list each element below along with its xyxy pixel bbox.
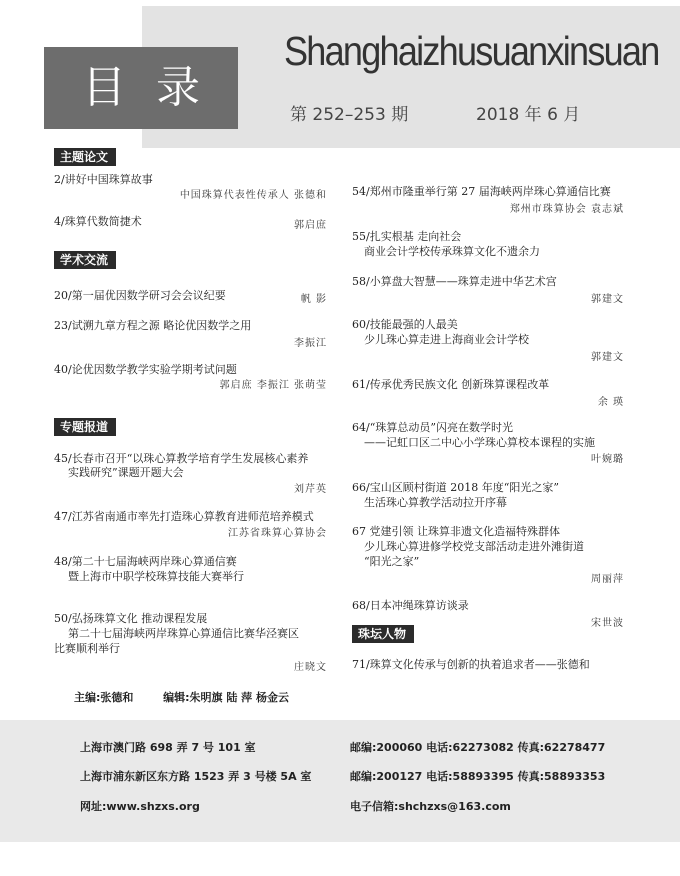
address-2: 上海市浦东新区东方路 1523 弄 3 号楼 5A 室 [80, 770, 312, 783]
section-abacus-people: 珠坛人物 [352, 625, 414, 643]
website-link[interactable]: 网址:www.shzxs.org [80, 800, 200, 813]
page-title: 目录 [82, 62, 230, 113]
issue-number: 第 252–253 期 [290, 105, 409, 125]
toc-item[interactable]: 55/扎实根基 走向社会 [352, 230, 462, 243]
toc-item[interactable]: 61/传承优秀民族文化 创新珠算课程改革 [352, 378, 550, 391]
toc-item-line2: ——记虹口区二中心小学珠心算校本课程的实施 [364, 436, 595, 449]
magazine-name: Shanghaizhusuanxinsuan [284, 28, 659, 74]
toc-item-line2: 少儿珠心算进修学校党支部活动走进外滩街道 [364, 540, 584, 553]
toc-author: 中国珠算代表性传承人 张德和 [179, 190, 327, 201]
toc-item-line2: 暨上海市中职学校珠算技能大赛举行 [68, 570, 244, 583]
section-theme-papers: 主题论文 [54, 148, 116, 166]
toc-author: 郭建文 [591, 294, 624, 305]
toc-item-line3: 比赛顺利举行 [54, 642, 120, 655]
toc-author: 宋世波 [591, 618, 624, 629]
contact-2: 邮编:200127 电话:58893395 传真:58893353 [350, 770, 606, 783]
toc-author: 郭启庶 李振江 张萌莹 [219, 380, 327, 391]
toc-author: 刘芹英 [294, 484, 327, 495]
toc-item[interactable]: 54/郑州市隆重举行第 27 届海峡两岸珠心算通信比赛 [352, 185, 611, 198]
section-special-reports: 专题报道 [54, 418, 116, 436]
toc-item-line3: “阳光之家” [364, 555, 420, 568]
toc-item[interactable]: 67 党建引领 让珠算非遗文化造福特殊群体 [352, 525, 560, 538]
toc-author: 江苏省珠算心算协会 [228, 528, 327, 539]
toc-item[interactable]: 48/第二十七届海峡两岸珠心算通信赛 [54, 555, 237, 568]
section-academic-exchange: 学术交流 [54, 251, 116, 269]
address-1: 上海市澳门路 698 弄 7 号 101 室 [80, 741, 256, 754]
toc-author: 叶婉璐 [591, 454, 624, 465]
toc-item-line2: 第二十七届海峡两岸珠算心算通信比赛华泾赛区 [68, 627, 299, 640]
toc-item-line2: 生活珠心算教学活动拉开序幕 [364, 496, 507, 509]
toc-item[interactable]: 20/第一届优因数学研习会会议纪要 [54, 289, 226, 302]
toc-author: 庄晓文 [294, 662, 327, 673]
toc-author: 李振江 [294, 338, 327, 349]
toc-author: 余 瑛 [597, 397, 624, 408]
toc-item[interactable]: 4/珠算代数简捷术 [54, 215, 142, 228]
toc-item[interactable]: 71/珠算文化传承与创新的执着追求者——张德和 [352, 658, 590, 671]
chief-editor: 主编:张德和 [74, 691, 134, 704]
editors-line [74, 689, 289, 705]
issue-date: 2018 年 6 月 [476, 105, 581, 125]
title-block [44, 47, 238, 129]
toc-item-line2: 实践研究”课题开题大会 [68, 466, 184, 479]
toc-item[interactable]: 66/宝山区顾村街道 2018 年度“阳光之家” [352, 481, 559, 494]
toc-item[interactable]: 50/弘扬珠算文化 推动课程发展 [54, 612, 208, 625]
toc-item[interactable]: 45/长春市召开“以珠心算教学培育学生发展核心素养 [54, 452, 309, 465]
toc-author: 帆 影 [300, 294, 327, 305]
contact-1: 邮编:200060 电话:62273082 传真:62278477 [350, 741, 606, 754]
toc-item[interactable]: 47/江苏省南通市率先打造珠心算教育进师范培养模式 [54, 510, 314, 523]
toc-item-line2: 商业会计学校传承珠算文化不遗余力 [364, 245, 540, 258]
editors-list: 编辑:朱明旗 陆 萍 杨金云 [163, 691, 289, 704]
toc-item[interactable]: 60/技能最强的人最美 [352, 318, 458, 331]
toc-author: 郑州市珠算协会 袁志斌 [509, 204, 624, 215]
toc-item[interactable]: 58/小算盘大智慧——珠算走进中华艺术宫 [352, 275, 557, 288]
toc-author: 郭启庶 [294, 220, 327, 231]
toc-item[interactable]: 2/讲好中国珠算故事 [54, 173, 153, 186]
toc-author: 周丽萍 [591, 574, 624, 585]
toc-item[interactable]: 64/“珠算总动员”闪亮在数学时光 [352, 421, 513, 434]
toc-item[interactable]: 23/试溯九章方程之源 略论优因数学之用 [54, 319, 252, 332]
email-link[interactable]: 电子信箱:shchzxs@163.com [350, 800, 511, 813]
toc-item-line2: 少儿珠心算走进上海商业会计学校 [364, 333, 529, 346]
toc-item[interactable]: 68/日本冲绳珠算访谈录 [352, 599, 469, 612]
toc-item[interactable]: 40/论优因数学教学实验学期考试问题 [54, 363, 237, 376]
toc-author: 郭建文 [591, 352, 624, 363]
